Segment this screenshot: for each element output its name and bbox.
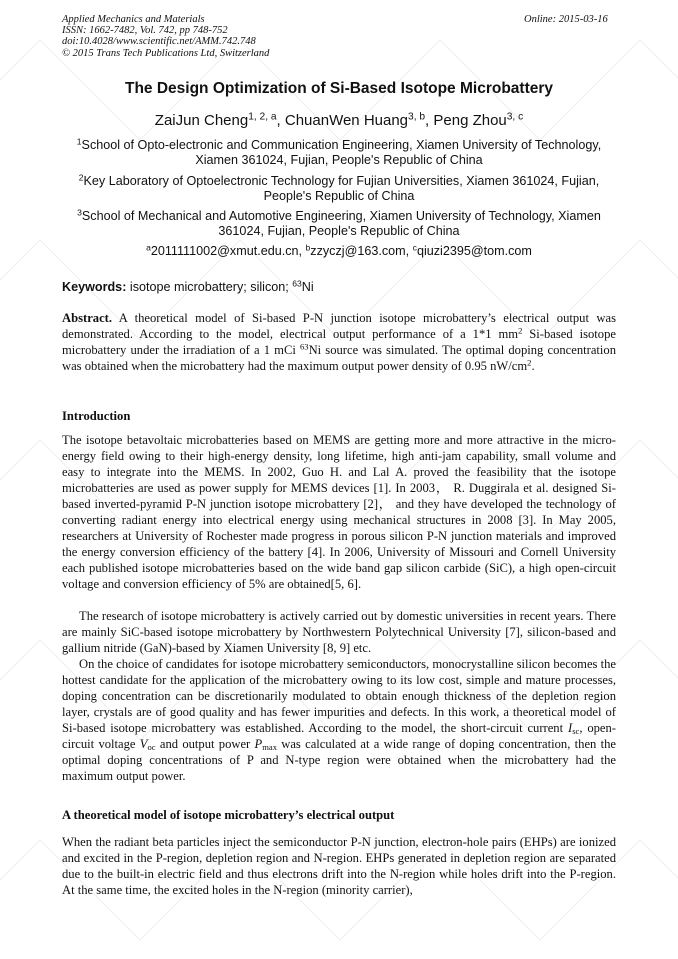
author-list: ZaiJun Cheng$^{1, 2, a}$, ChuanWen Huang$^{3, b}$, Peng Zhou$^{3, c}$ [154,111,524,129]
author-marks: 1, 2, a [248,111,277,123]
voc-symbol: V [139,737,148,751]
author-name: Peng Zhou [433,112,507,129]
affiliation-number: 3 [77,207,82,218]
abstract-label: Abstract. [62,311,113,325]
author-name: ChuanWen Huang [284,112,409,129]
isc-subscript: sc [572,726,580,737]
email-mark: b [305,242,311,253]
paper-title: The Design Optimization of Si-Based Isotope Microbattery [124,80,554,97]
abstract-paragraph [62,310,616,374]
author-marks: 3, b [408,111,426,123]
affiliation-text: Key Laboratory of Optoelectronic Technology for Fujian Universities, Xiamen 361024, Fujian, People's Republic of China [83,174,600,203]
abstract-text: Ni source was simulated. The optimal doping concentration was obtained when the microbattery had the maximum output power density of 0.95 nW/cm [62,343,617,373]
isotope-mass: 63 [292,278,302,289]
superscript: 63 [300,341,309,352]
section-heading-model: A theoretical model of isotope microbattery’s electrical output [62,808,395,822]
affiliation-number: 2 [78,172,84,183]
email-mark: a [146,242,151,253]
abstract-text: . [531,359,535,373]
affiliation-text: School of Opto-electronic and Communication Engineering, Xiamen University of Technology, Xiamen 361024, Fujian, People's Republic of China [81,138,602,167]
journal-name: Applied Mechanics and Materials [62,14,205,25]
pmax-subscript: max [262,742,277,753]
superscript: 2 [527,357,532,368]
affiliation-text: School of Mechanical and Automotive Engineering, Xiamen University of Technology, Xiamen 361024, Fujian, People's Republic of China [81,209,601,238]
intro-text: was calculated at a wide range of doping concentration, then the optimal doping concentrations of P and N-type region were obtained when the microbattery had the maximum output power. [62,737,616,783]
copyright-line: © 2015 Trans Tech Publications Ltd, Switzerland [62,47,270,59]
voc-subscript: oc [147,742,156,753]
intro-paragraph [62,656,616,784]
abstract-text: A theoretical model of Si-based P-N junction isotope microbattery’s electrical output was demonstrated. According to the model, electrical output performance of a 1*1 mm [62,311,616,341]
affiliation [62,138,616,168]
intro-paragraph: The isotope betavoltaic microbatteries based on MEMS are getting more and more attractive in the micro-energy field owing to their high-energy density, long lifetime, high anti-jam capability, small volume and easy to integrate into the MEMS. In 2002, Guo H. and Lal A. proved the feasibility that the isotope microbatteries are used as power supply for MEMS devices [1]. In 2003， R. Duggirala et al. designed Si-based inverted-pyramid P-N junction isotope microbattery [2]， and they have developed the technology of converting radiant energy into electrical energy using mechanical structures in 2008 [3]. In May 2005, researchers at University of Rochester made progress in porous silicon P-N junction materials and improved the energy conversion efficiency of the battery [4]. In 2006, University of Missouri and Cornell University each published isotope microbatteries based on the wide band gap silicon carbide (SiC), a high open-circuit voltage and conversion efficiency of 5% are obtained[5, 6]. [62,433,616,591]
doi-line: doi:10.4028/www.scientific.net/AMM.742.748 [62,36,256,48]
section-heading-introduction: Introduction [62,409,131,423]
author-marks: 3, c [506,111,524,123]
intro-text: and output power [159,737,251,751]
email-mark: c [412,242,417,253]
keywords-label: Keywords: [62,280,127,294]
keywords-text: isotope microbattery; silicon; [129,280,289,294]
affiliation [62,174,616,204]
journal-header [62,14,269,59]
abstract-text: Si-based isotope microbattery under the irradiation of a 1 mCi [62,327,616,357]
intro-text: On the choice of candidates for isotope microbattery semiconductors, monocrystalline silicon becomes the hottest candidate for the application of the microbattery owing to its low cost, simple and mature processes, doping concentration can be discretionarily modulated to obtain enough thickness of the depletion region layer, crystals are of good quality and has fewer impurities and defects. In this work, a theoretical model of Si-based isotope microbattery was established. According to the model, the short-circuit current [62,657,616,735]
issn-line: ISSN: 1662-7482, Vol. 742, pp 748-752 [62,25,228,37]
pmax-symbol: P [254,737,263,751]
intro-text: , open-circuit voltage [62,721,616,751]
affiliation [62,209,616,239]
isotope-symbol: Ni [301,280,314,294]
email-address: zzyczj@163.com [310,244,406,258]
keywords [62,280,314,294]
model-paragraph: When the radiant beta particles inject the semiconductor P-N junction, electron-hole pairs (EHPs) are ionized and excited in the P-region, depletion region and N-region. EHPs generated in depletion region are separated due to the built-in electric field and thus electrons drift into the N-region while holes drift into the P-region. At the same time, the excited holes in the N-region (minority carrier), [62,835,616,897]
email-address: qiuzi2395@tom.com [416,244,532,258]
online-date: Online: 2015-03-16 [524,14,608,25]
isc-symbol: I [567,721,573,735]
email-address: 2011111002@xmut.edu.cn [150,244,299,258]
author-name: ZaiJun Cheng [154,112,249,129]
affiliation-number: 1 [76,136,82,147]
intro-paragraph: The research of isotope microbattery is actively carried out by domestic universities in recent years. There are mainly SiC-based isotope microbattery by Northwestern Polytechnical University [7], silicon-based and gallium nitride (GaN)-based by Xiamen University [8, 9] etc. [62,609,616,655]
superscript: 2 [518,325,523,336]
email-list: $^a$2011111002@xmut.edu.cn, $^b$zzyczj@163.com, $^c$qiuzi2395@tom.com [146,242,532,258]
